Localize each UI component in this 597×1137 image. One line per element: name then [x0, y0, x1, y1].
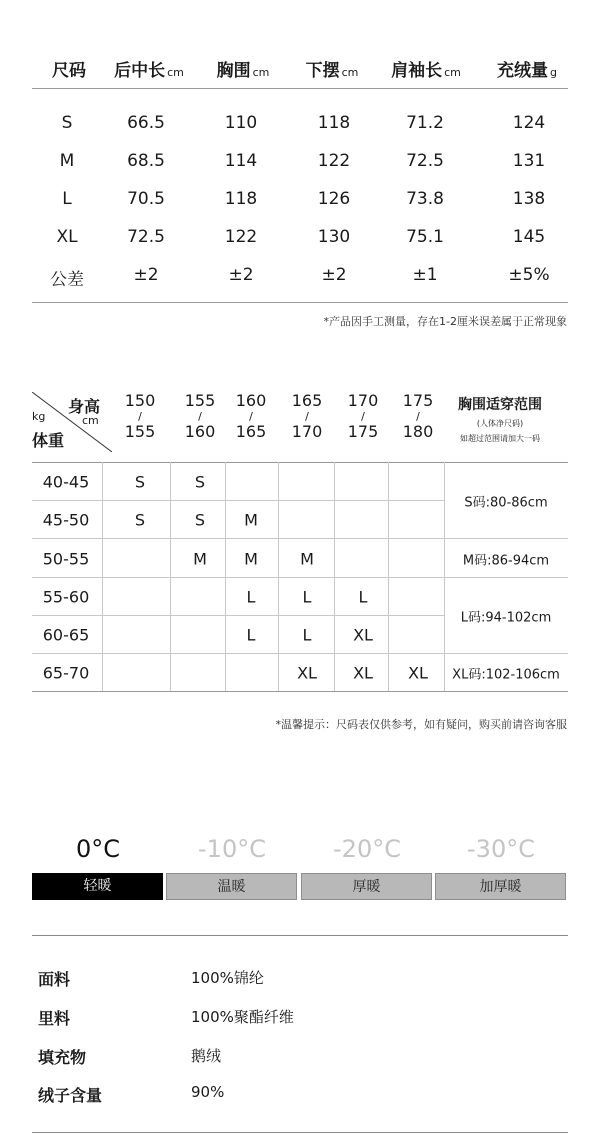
- size-cell: 114: [224, 151, 258, 171]
- height-from: 160: [235, 391, 267, 410]
- height-to: 180: [402, 422, 434, 441]
- size-cell: 72.5: [127, 227, 165, 247]
- header-back-length: 后中长 cm: [114, 61, 184, 81]
- grid-vline: [278, 462, 279, 691]
- chest-range-sub2: 如超过范围请加大一码: [460, 434, 540, 443]
- size-cell: 73.8: [406, 189, 444, 209]
- material-value: 100%聚酯纤维: [191, 1008, 294, 1026]
- warmth-level-bar: 温暖: [166, 873, 297, 900]
- size-cell: 70.5: [127, 189, 165, 209]
- grid-vline: [444, 462, 445, 691]
- temperature-label: -10°C: [198, 835, 266, 863]
- height-column-header: [185, 392, 216, 441]
- size-cell: 131: [512, 151, 546, 171]
- height-unit: cm: [82, 414, 99, 427]
- size-cell: ±2: [133, 265, 159, 285]
- materials-top-divider: [32, 935, 568, 936]
- size-table-bottom-divider: [32, 302, 568, 303]
- height-column-header: [292, 392, 323, 441]
- material-key: 里料: [38, 1009, 71, 1028]
- size-table-header: [32, 56, 568, 84]
- height-column-header: [403, 392, 434, 441]
- height-sep: /: [249, 410, 253, 423]
- chest-range-title: 胸围适穿范围: [458, 397, 542, 413]
- fit-size-cell: S: [134, 510, 146, 530]
- height-sep: /: [138, 410, 142, 423]
- size-cell: 126: [317, 189, 351, 209]
- size-cell: ±2: [321, 265, 347, 285]
- material-key: 填充物: [38, 1048, 87, 1067]
- size-table-note: *产品因手工测量，存在1-2厘米误差属于正常现象: [323, 315, 567, 328]
- warmth-level-bar: 轻暖: [32, 873, 163, 900]
- weight-label: 50-55: [42, 549, 90, 569]
- height-column-header: [236, 392, 267, 441]
- size-cell: 122: [317, 151, 351, 171]
- fit-size-cell: S: [194, 472, 206, 492]
- height-label: 身高: [68, 397, 101, 416]
- grid-vline: [388, 462, 389, 691]
- size-cell: 71.2: [406, 113, 444, 133]
- material-value: 鹅绒: [191, 1047, 222, 1065]
- size-cell: 138: [512, 189, 546, 209]
- fit-size-cell: S: [194, 510, 206, 530]
- header-fill-weight: 充绒量 g: [497, 61, 557, 81]
- size-cell: 145: [512, 227, 546, 247]
- fit-size-cell: S: [134, 472, 146, 492]
- height-sep: /: [198, 410, 202, 423]
- size-cell: S: [61, 113, 73, 133]
- material-key: 面料: [38, 970, 71, 989]
- materials-bottom-divider: [32, 1132, 568, 1133]
- fit-size-cell: XL: [353, 663, 373, 683]
- fit-table-grid: [32, 462, 568, 692]
- header-hem: 下摆 cm: [305, 61, 359, 81]
- fit-size-cell: L: [246, 625, 256, 645]
- weight-label: 体重: [32, 431, 65, 450]
- header-sleeve: 肩袖长 cm: [391, 61, 461, 81]
- size-cell: L: [62, 189, 72, 209]
- fit-size-cell: L: [302, 625, 312, 645]
- warmth-level-bar: 加厚暖: [435, 873, 566, 900]
- grid-hline: [32, 691, 568, 692]
- material-row: [38, 1083, 558, 1107]
- height-column-header: [348, 392, 379, 441]
- height-sep: /: [361, 410, 365, 423]
- fit-size-cell: M: [300, 549, 314, 569]
- grid-vline: [170, 462, 171, 691]
- size-cell: ±5%: [508, 265, 550, 285]
- fit-table-header: [32, 392, 568, 452]
- fit-table-note: *温馨提示：尺码表仅供参考，如有疑问，购买前请咨询客服: [275, 718, 567, 731]
- size-cell: ±1: [412, 265, 438, 285]
- weight-label: 60-65: [42, 625, 90, 645]
- weight-label: 45-50: [42, 510, 90, 530]
- height-sep: /: [305, 410, 309, 423]
- grid-hline: [32, 500, 444, 501]
- chest-range-header: [440, 394, 560, 444]
- fit-size-cell: L: [246, 587, 256, 607]
- fit-size-cell: M: [193, 549, 207, 569]
- size-table-row: [32, 113, 568, 143]
- grid-vline: [334, 462, 335, 691]
- size-cell: 118: [317, 113, 351, 133]
- size-cell: 68.5: [127, 151, 165, 171]
- height-from: 170: [347, 391, 379, 410]
- header-size: 尺码: [52, 61, 86, 81]
- material-row: [38, 1006, 558, 1030]
- height-from: 165: [291, 391, 323, 410]
- size-cell: 72.5: [406, 151, 444, 171]
- size-cell: 公差: [50, 270, 84, 290]
- size-cell: 118: [224, 189, 258, 209]
- fit-table-corner: [32, 392, 112, 452]
- chest-range-cell: XL码:102-106cm: [452, 667, 560, 683]
- weight-unit: kg: [32, 410, 46, 423]
- size-cell: 110: [224, 113, 258, 133]
- material-value: 100%锦纶: [191, 969, 264, 987]
- size-cell: 66.5: [127, 113, 165, 133]
- fit-size-cell: M: [244, 549, 258, 569]
- grid-hline: [32, 462, 568, 463]
- height-to: 165: [235, 422, 267, 441]
- fit-size-cell: XL: [297, 663, 317, 683]
- size-cell: 130: [317, 227, 351, 247]
- temperature-label: -20°C: [333, 835, 401, 863]
- height-column-header: [125, 392, 156, 441]
- size-cell: 124: [512, 113, 546, 133]
- grid-vline: [225, 462, 226, 691]
- height-from: 155: [184, 391, 216, 410]
- material-value: 90%: [191, 1083, 225, 1101]
- grid-hline: [32, 538, 568, 539]
- fit-size-cell: M: [244, 510, 258, 530]
- header-chest: 胸围 cm: [216, 61, 270, 81]
- material-row: [38, 967, 558, 991]
- weight-label: 65-70: [42, 663, 90, 683]
- grid-hline: [32, 577, 568, 578]
- size-cell: XL: [56, 227, 78, 247]
- fit-size-cell: L: [302, 587, 312, 607]
- chest-range-sub1: (人体净尺码): [476, 419, 524, 428]
- fit-size-cell: XL: [408, 663, 428, 683]
- size-cell: 75.1: [406, 227, 444, 247]
- height-to: 170: [291, 422, 323, 441]
- material-key: 绒子含量: [38, 1086, 103, 1105]
- material-row: [38, 1045, 558, 1069]
- weight-label: 55-60: [42, 587, 90, 607]
- size-table-row: [32, 227, 568, 257]
- warmth-level-bar: 厚暖: [301, 873, 432, 900]
- temperature-label: -30°C: [467, 835, 535, 863]
- grid-hline: [32, 615, 444, 616]
- grid-vline: [102, 462, 103, 691]
- fit-size-cell: XL: [353, 625, 373, 645]
- grid-hline: [32, 653, 568, 654]
- size-cell: ±2: [228, 265, 254, 285]
- height-from: 175: [402, 391, 434, 410]
- height-to: 160: [184, 422, 216, 441]
- size-table-row: [32, 265, 568, 295]
- chest-range-cell: S码:80-86cm: [464, 495, 548, 511]
- chest-range-cell: L码:94-102cm: [460, 610, 552, 626]
- height-sep: /: [416, 410, 420, 423]
- size-table-row: [32, 151, 568, 181]
- height-to: 155: [124, 422, 156, 441]
- chest-range-cell: M码:86-94cm: [462, 553, 550, 569]
- size-cell: M: [59, 151, 75, 171]
- temperature-label: 0°C: [75, 835, 121, 863]
- height-from: 150: [124, 391, 156, 410]
- weight-label: 40-45: [42, 472, 90, 492]
- size-table-row: [32, 189, 568, 219]
- height-to: 175: [347, 422, 379, 441]
- size-table-top-divider: [32, 88, 568, 89]
- size-cell: 122: [224, 227, 258, 247]
- fit-size-cell: L: [358, 587, 368, 607]
